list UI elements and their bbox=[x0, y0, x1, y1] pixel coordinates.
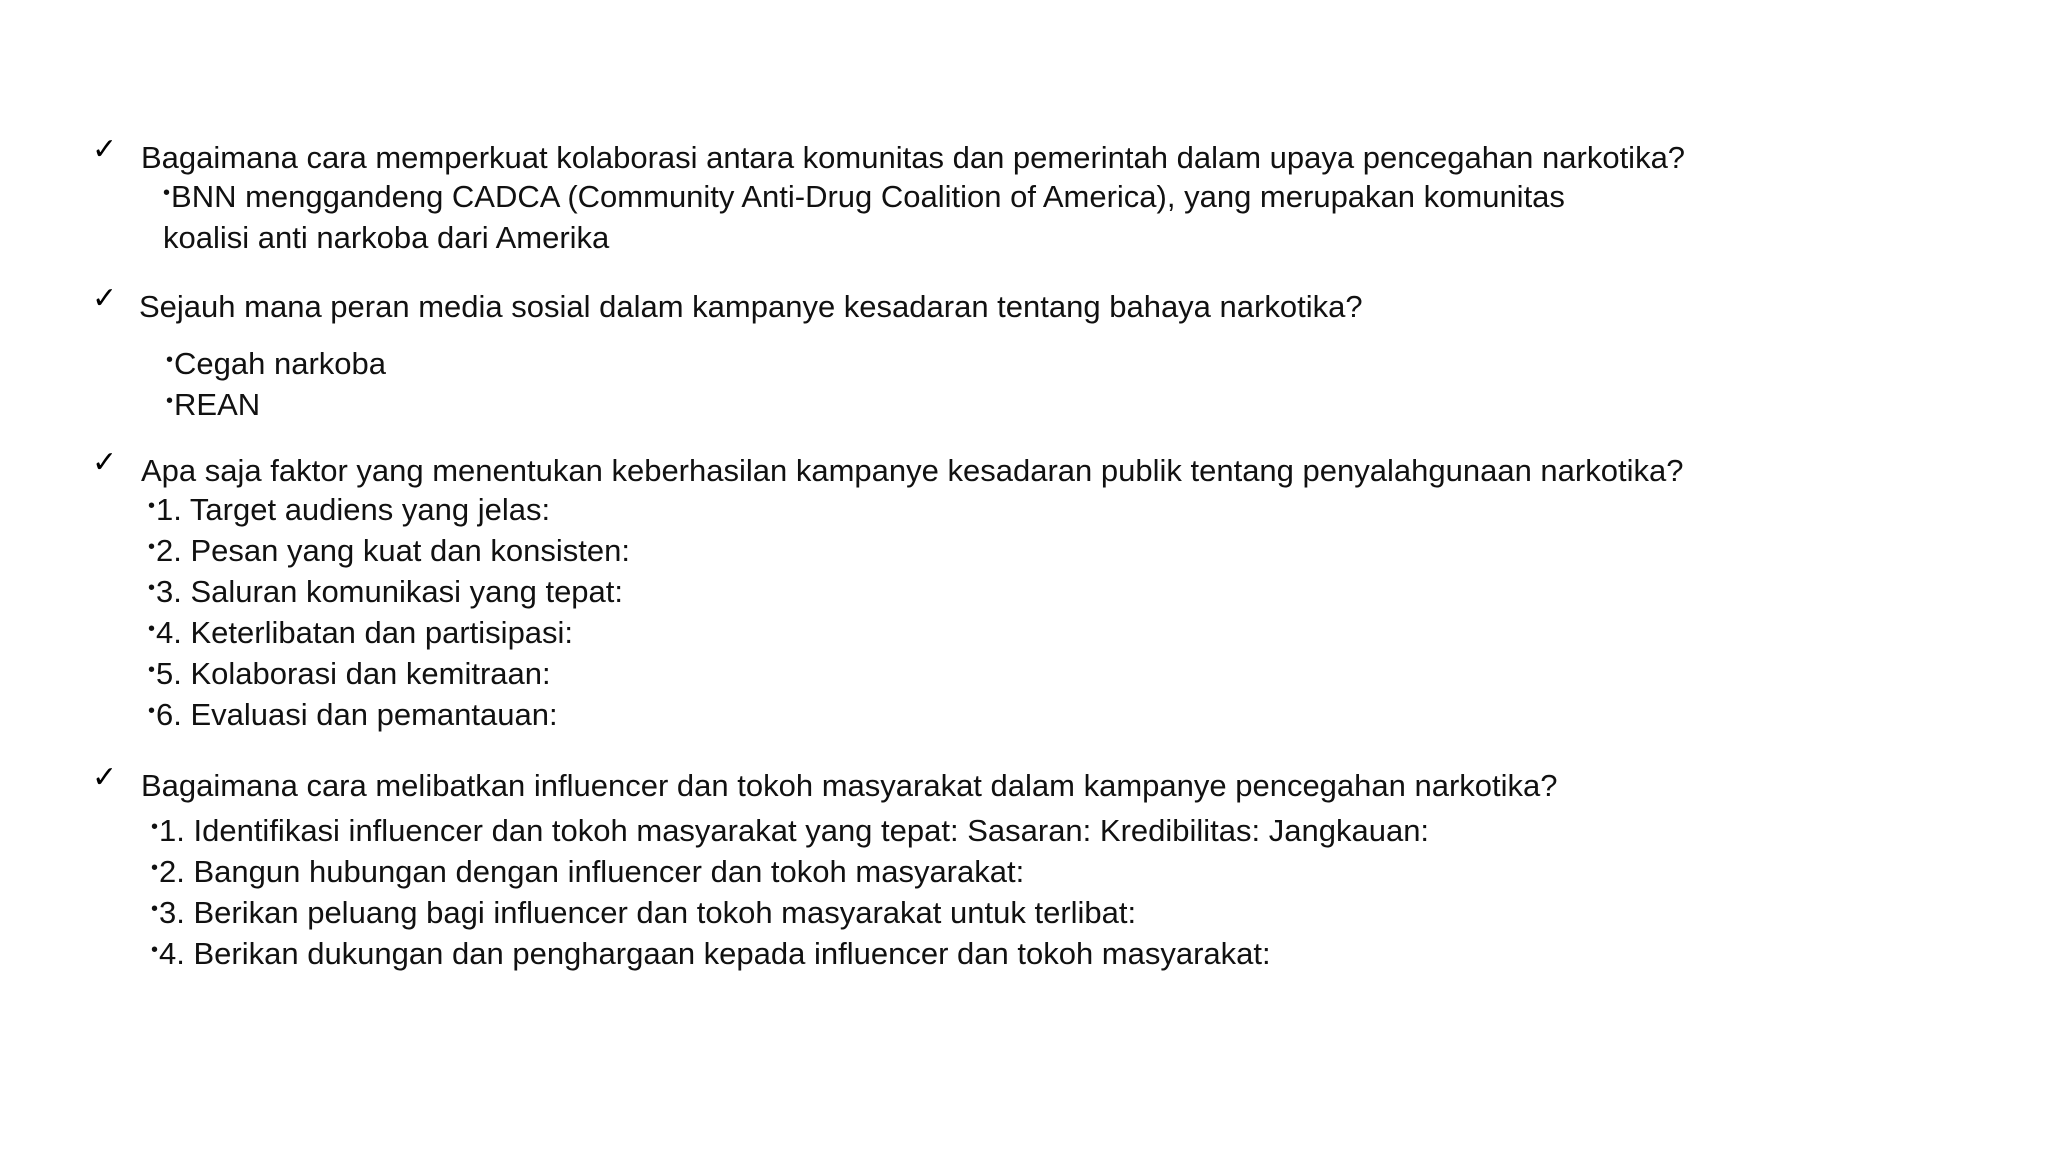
answer-text: 3. Saluran komunikasi yang tepat: bbox=[156, 574, 624, 609]
answer-text: 4. Keterlibatan dan partisipasi: bbox=[156, 615, 574, 650]
bullet-icon: • bbox=[151, 939, 159, 961]
bullet-icon: • bbox=[148, 659, 156, 681]
answer-text: Cegah narkoba bbox=[174, 346, 387, 381]
answer-text: 4. Berikan dukungan dan penghargaan kepada influencer dan tokoh masyarakat: bbox=[159, 936, 1271, 971]
answer-item bbox=[148, 696, 558, 738]
answer-item bbox=[151, 935, 1271, 977]
bullet-icon: • bbox=[151, 898, 159, 920]
answer-item bbox=[151, 894, 1136, 936]
question-3: Apa saja faktor yang menentukan keberhasilan kampanye kesadaran publik tentang penyalahgunaan narkotika? bbox=[141, 453, 1684, 488]
answer-text: 3. Berikan peluang bagi influencer dan tokoh masyarakat untuk terlibat: bbox=[159, 895, 1137, 930]
answer-text: 2. Bangun hubungan dengan influencer dan tokoh masyarakat: bbox=[159, 854, 1025, 889]
checkmark-icon: ✓ bbox=[92, 760, 118, 795]
checkmark-icon: ✓ bbox=[92, 445, 118, 480]
answer-text: 2. Pesan yang kuat dan konsisten: bbox=[156, 533, 630, 568]
bullet-icon: • bbox=[151, 816, 159, 838]
bullet-icon: • bbox=[163, 182, 171, 204]
bullet-icon: • bbox=[166, 390, 174, 412]
answer-item bbox=[148, 614, 573, 656]
bullet-icon: • bbox=[148, 495, 156, 517]
bullet-icon: • bbox=[148, 618, 156, 640]
answer-item bbox=[148, 573, 623, 615]
answer-text: 6. Evaluasi dan pemantauan: bbox=[156, 697, 558, 732]
answer-text: REAN bbox=[174, 387, 261, 422]
bullet-icon: • bbox=[166, 349, 174, 371]
answer-item bbox=[148, 491, 550, 533]
bullet-icon: • bbox=[148, 536, 156, 558]
answer-item bbox=[163, 178, 1565, 220]
bullet-icon: • bbox=[148, 577, 156, 599]
answer-continuation: koalisi anti narkoba dari Amerika bbox=[163, 220, 610, 255]
answer-item bbox=[151, 853, 1024, 895]
answer-text: 5. Kolaborasi dan kemitraan: bbox=[156, 656, 551, 691]
checkmark-icon: ✓ bbox=[92, 281, 118, 316]
answer-text: 1. Target audiens yang jelas: bbox=[156, 492, 551, 527]
question-2: Sejauh mana peran media sosial dalam kampanye kesadaran tentang bahaya narkotika? bbox=[139, 289, 1363, 324]
answer-text: BNN menggandeng CADCA (Community Anti-Drug Coalition of America), yang merupakan komunitas bbox=[171, 179, 1565, 214]
question-1: Bagaimana cara memperkuat kolaborasi antara komunitas dan pemerintah dalam upaya pencegahan narkotika? bbox=[141, 140, 1686, 175]
answer-item bbox=[148, 532, 630, 574]
answer-item bbox=[166, 386, 260, 428]
answer-text: 1. Identifikasi influencer dan tokoh masyarakat yang tepat: Sasaran: Kredibilitas: Jangkauan: bbox=[159, 813, 1430, 848]
bullet-icon: • bbox=[148, 700, 156, 722]
question-4: Bagaimana cara melibatkan influencer dan tokoh masyarakat dalam kampanye pencegahan narkotika? bbox=[141, 768, 1558, 803]
bullet-icon: • bbox=[151, 857, 159, 879]
checkmark-icon: ✓ bbox=[92, 132, 118, 167]
answer-item bbox=[166, 345, 386, 387]
answer-item bbox=[148, 655, 551, 697]
answer-item bbox=[151, 812, 1429, 854]
